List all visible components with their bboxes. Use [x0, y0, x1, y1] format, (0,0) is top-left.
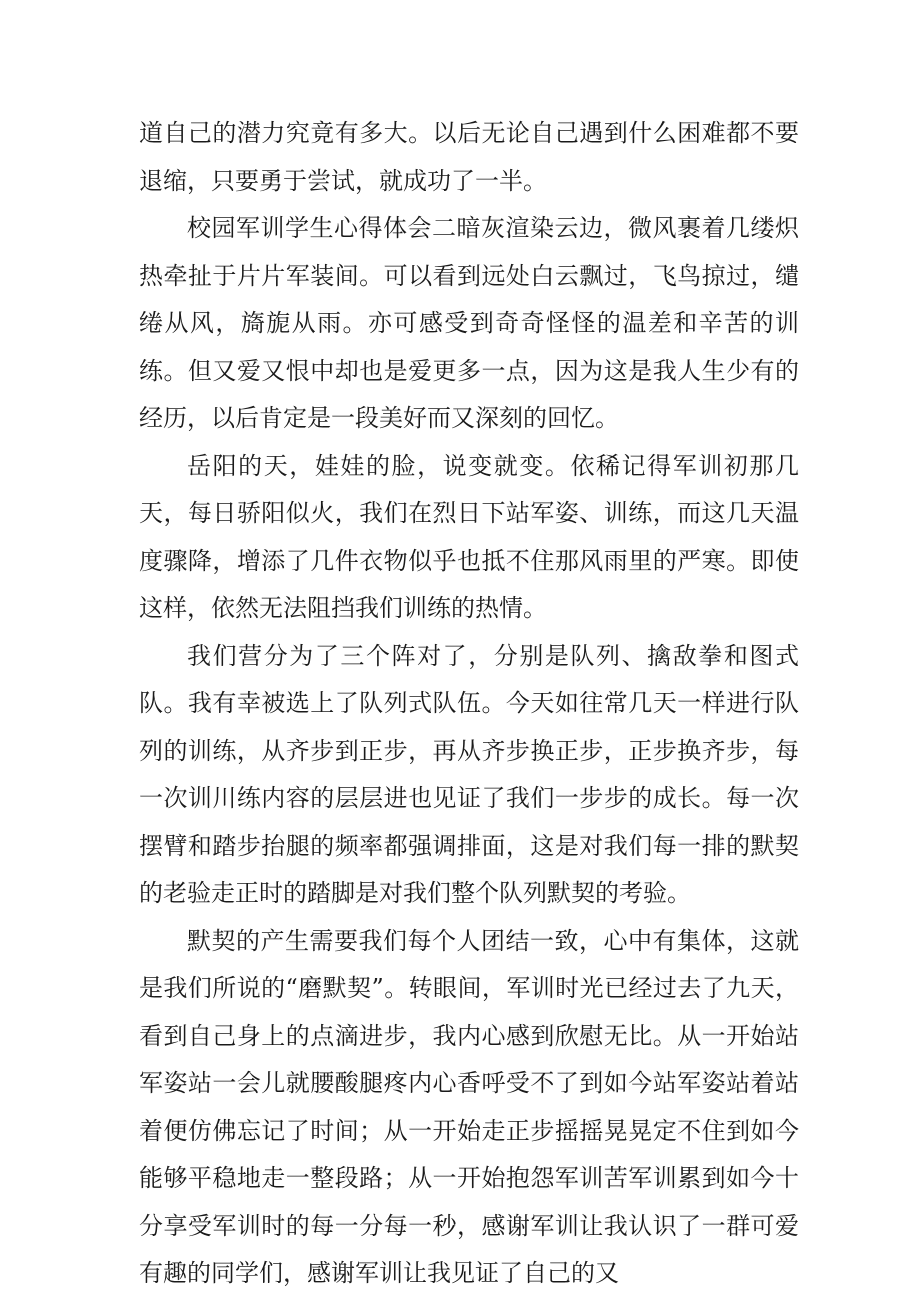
paragraph-5: 默契的产生需要我们每个人团结一致，心中有集体，这就是我们所说的“磨默契”。转眼间，军训时光已经过去了九天，看到自己身上的点滴进步，我内心感到欣慰无比。从一开始站军姿站一会儿就腰酸腿疼内心香呼受不了到如今站军姿站着站着便仿佛忘记了时间；从一开始走正步摇摇晃晃定不住到如今能够平稳地走一整段路；从一开始抱怨军训苦军训累到如今十分享受军训时的每一分每一秒，感谢军训让我认识了一群可爱有趣的同学们，感谢军训让我见证了自己的又: [139, 926, 799, 1287]
paragraph-3: 岳阳的天，娃娃的脸，说变就变。依稀记得军训初那几天，每日骄阳似火，我们在烈日下站军姿、训练，而这几天温度骤降，增添了几件衣物似乎也抵不住那风雨里的严寒。即使这样，依然无法阻挡我们训练的热情。: [139, 451, 799, 622]
document-body: [139, 110, 799, 1298]
paragraph-2: 校园军训学生心得体会二暗灰渲染云边，微风裹着几缕炽热牵扯于片片军装间。可以看到远处白云飘过，飞鸟掠过，缱绻从风，旖旎从雨。亦可感受到奇奇怪怪的温差和辛苦的训练。但又爱又恨中却也是爱更多一点，因为这是我人生少有的经历，以后肯定是一段美好而又深刻的回忆。: [139, 214, 799, 432]
paragraph-1: 道自己的潜力究竟有多大。以后无论自己遇到什么困难都不要退缩，只要勇于尝试，就成功了一半。: [139, 119, 799, 195]
paragraph-4: 我们营分为了三个阵对了，分别是队列、擒敌拳和图式队。我有幸被选上了队列式队伍。今天如往常几天一样进行队列的训练，从齐步到正步，再从齐步换正步，正步换齐步，每一次训川练内容的层层进也见证了我们一步步的成长。每一次摆臂和踏步抬腿的频率都强调排面，这是对我们每一排的默契的老验走正时的踏脚是对我们整个队列默契的考验。: [139, 641, 799, 907]
